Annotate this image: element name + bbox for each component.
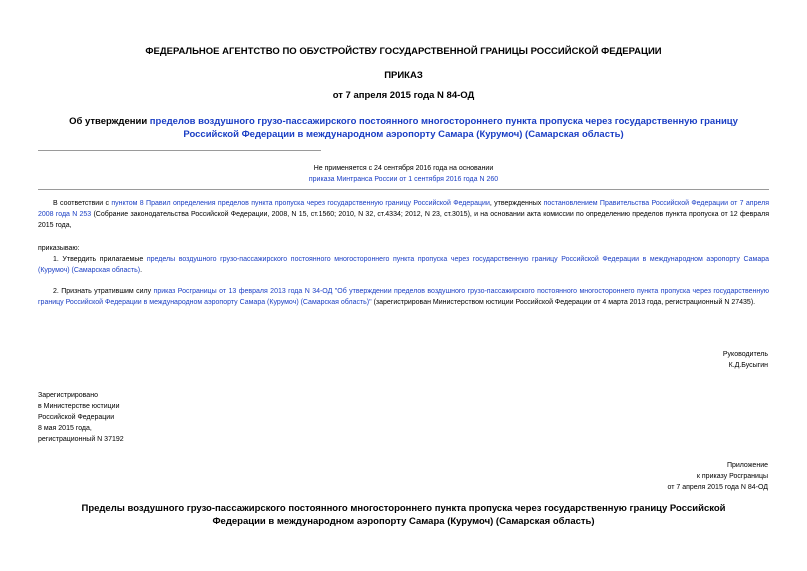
title-link[interactable]: пределов воздушного грузо-пассажирского постоянного многостороннего пункта пропуска через государственную границу Российской Федерации в международном аэропорту Самара (Курумоч) (Самарская область) bbox=[149, 116, 738, 140]
organization-heading: ФЕДЕРАЛЬНОЕ АГЕНТСТВО ПО ОБУСТРОЙСТВУ ГОСУДАРСТВЕННОЙ ГРАНИЦЫ РОССИЙСКОЙ ФЕДЕРАЦИИ bbox=[145, 46, 662, 57]
preamble-text-1: В соответствии с bbox=[53, 200, 112, 207]
signature-position: Руководитель bbox=[722, 351, 768, 358]
item2-text-2: (зарегистрирован Министерством юстиции Российской Федерации от 4 марта 2013 года, регистрационный N 27435). bbox=[371, 299, 756, 306]
appendix-block bbox=[667, 460, 768, 493]
long-divider bbox=[38, 189, 769, 190]
document-date: от 7 апреля 2015 года N 84-ОД bbox=[332, 90, 475, 101]
preamble-link-decree[interactable]: постановлением Правительства Российской Федерации от 7 апреля 2008 года N 253 bbox=[38, 200, 770, 218]
appendix-line-2: к приказу Росграницы bbox=[696, 473, 768, 480]
short-divider bbox=[38, 150, 321, 151]
title-prefix: Об утверждении bbox=[69, 116, 150, 127]
document-title bbox=[60, 115, 747, 141]
order-item-2 bbox=[38, 286, 769, 308]
status-note bbox=[0, 163, 807, 185]
registration-line-4: 8 мая 2015 года, bbox=[38, 425, 92, 432]
document-type: ПРИКАЗ bbox=[384, 70, 423, 81]
appendix-line-1: Приложение bbox=[726, 462, 768, 469]
appendix-line-3: от 7 апреля 2015 года N 84-ОД bbox=[667, 484, 768, 491]
preamble-text-3: (Собрание законодательства Российской Федерации, 2008, N 15, ст.1560; 2010, N 32, ст.4334; 2012, N 23, ст.3015), и на основании акта комиссии по определению пределов пункта пропуска от 12 февраля 2015 года, bbox=[38, 211, 769, 229]
order-word: приказываю: bbox=[38, 245, 80, 252]
preamble-paragraph bbox=[38, 198, 769, 231]
order-item-1 bbox=[38, 254, 769, 276]
preamble-link-rules[interactable]: пунктом 8 Правил определения пределов пункта пропуска через государственную границу Российской Федерации bbox=[111, 200, 490, 207]
registration-block bbox=[38, 390, 124, 445]
appendix-title: Пределы воздушного грузо-пассажирского постоянного многостороннего пункта пропуска через государственную границу Российской Федерации в международном аэропорту Самара (Курумоч) (Самарская область) bbox=[81, 503, 726, 527]
registration-line-5: регистрационный N 37192 bbox=[38, 436, 124, 443]
item2-text-1: 2. Признать утратившим силу bbox=[53, 288, 154, 295]
preamble-text-2: , утвержденных bbox=[489, 200, 544, 207]
item1-text-2: . bbox=[140, 267, 143, 274]
registration-line-3: Российской Федерации bbox=[38, 414, 115, 421]
signature-name: К.Д.Бусыгин bbox=[728, 362, 768, 369]
signature-block bbox=[723, 349, 768, 371]
registration-line-2: в Министерстве юстиции bbox=[38, 403, 120, 410]
item1-link[interactable]: пределы воздушного грузо-пассажирского постоянного многостороннего пункта пропуска через государственную границу Российской Федерации в международном аэропорту Самара (Курумоч) (Самарская область) bbox=[38, 256, 769, 274]
status-note-link[interactable]: приказа Минтранса России от 1 сентября 2016 года N 260 bbox=[308, 176, 499, 183]
registration-line-1: Зарегистрировано bbox=[38, 392, 98, 399]
item1-text-1: 1. Утвердить прилагаемые bbox=[53, 256, 147, 263]
status-note-text: Не применяется с 24 сентября 2016 года на основании bbox=[313, 165, 494, 172]
item2-link[interactable]: приказ Росграницы от 13 февраля 2013 года N 34-ОД "Об утверждении пределов воздушного грузо-пассажирского постоянного многостороннего пункта пропуска через государственную границу Российской Федерации в международном аэропорту Самара (Курумоч) (Самарская область)" bbox=[38, 288, 769, 306]
